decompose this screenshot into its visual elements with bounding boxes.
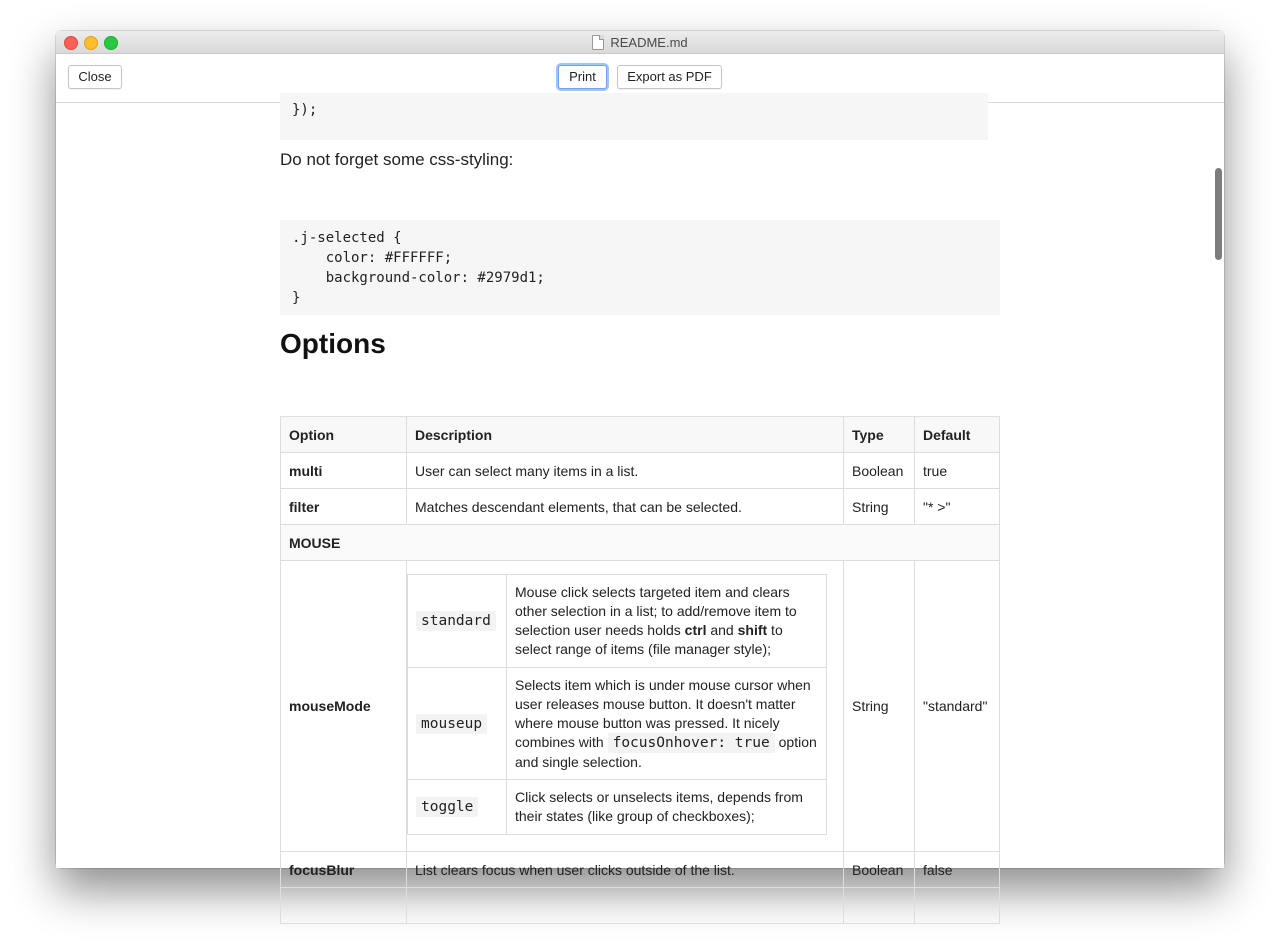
mode-description-text: Selects item which is under mouse cursor when user releases mouse button. It doesn't matter where mouse button was pressed. It nicely combines with — [515, 676, 811, 750]
header-option: Option — [281, 417, 407, 453]
mode-name-cell — [408, 780, 507, 835]
mode-description-text: option and single selection. — [515, 733, 817, 770]
options-table — [280, 416, 1000, 924]
option-type: String — [844, 561, 915, 852]
option-name: filter — [281, 489, 407, 525]
option-name: mouseMode — [281, 561, 407, 852]
mode-name-cell — [408, 575, 507, 668]
mode-row — [408, 780, 827, 835]
css-code-block — [280, 220, 1000, 315]
mode-description — [507, 575, 827, 668]
key-name: shift — [737, 622, 768, 638]
options-heading: Options — [280, 328, 386, 359]
inline-code: focusOnhover: true — [608, 733, 775, 753]
section-row — [281, 525, 1000, 561]
option-type — [844, 888, 915, 924]
table-row — [281, 852, 1000, 888]
option-type: Boolean — [844, 852, 915, 888]
css-code-text: .j-selected { color: #FFFFFF; background-color: #2979d1; } — [292, 228, 988, 308]
mode-name-cell — [408, 668, 507, 780]
window-title-text: README.md — [610, 34, 688, 50]
mode-name: standard — [416, 611, 496, 631]
print-button[interactable]: Print — [558, 65, 607, 89]
option-type: String — [844, 489, 915, 525]
option-default: true — [915, 453, 1000, 489]
option-default: "standard" — [915, 561, 1000, 852]
document-icon — [592, 35, 604, 50]
key-name: ctrl — [684, 622, 707, 638]
close-button[interactable]: Close — [68, 65, 122, 89]
option-default: "* >" — [915, 489, 1000, 525]
table-row — [281, 561, 1000, 852]
option-description: Matches descendant elements, that can be selected. — [407, 489, 844, 525]
mode-description: Click selects or unselects items, depends from their states (like group of checkboxes); — [507, 780, 827, 835]
option-description: User can select many items in a list. — [407, 453, 844, 489]
option-type: Boolean — [844, 453, 915, 489]
mode-description-text: Mouse click selects targeted item and clears other selection in a list; to add/remove item to selection user needs holds — [515, 584, 797, 638]
preview-window — [56, 31, 1224, 878]
section-label: MOUSE — [281, 525, 1000, 561]
code-block-top — [280, 93, 988, 140]
window-title — [56, 31, 1224, 53]
option-name: multi — [281, 453, 407, 489]
paragraph: Do not forget some css-styling: — [280, 150, 514, 169]
option-name: focusBlur — [281, 852, 407, 888]
option-default — [915, 888, 1000, 924]
mode-description-text: and — [706, 622, 738, 638]
header-description: Description — [407, 417, 844, 453]
table-row — [281, 453, 1000, 489]
option-name — [281, 888, 407, 924]
option-description — [407, 561, 844, 852]
code-top-text: }); — [292, 102, 318, 118]
table-row — [281, 888, 1000, 924]
scrollbar-thumb[interactable] — [1215, 168, 1222, 260]
document-viewport[interactable] — [56, 102, 1224, 878]
mode-name: mouseup — [416, 714, 487, 734]
mode-table — [407, 574, 827, 835]
mode-row — [408, 668, 827, 780]
mode-description-text: to select range of items (file manager style); — [515, 622, 783, 657]
mode-row — [408, 575, 827, 668]
title-bar — [56, 31, 1224, 54]
header-default: Default — [915, 417, 1000, 453]
export-pdf-button[interactable]: Export as PDF — [617, 65, 722, 89]
option-description: List clears focus when user clicks outside of the list. — [407, 852, 844, 888]
option-description — [407, 888, 844, 924]
mode-name: toggle — [416, 797, 478, 817]
table-header-row — [281, 417, 1000, 453]
table-row — [281, 489, 1000, 525]
header-type: Type — [844, 417, 915, 453]
option-default: false — [915, 852, 1000, 888]
mode-description — [507, 668, 827, 780]
